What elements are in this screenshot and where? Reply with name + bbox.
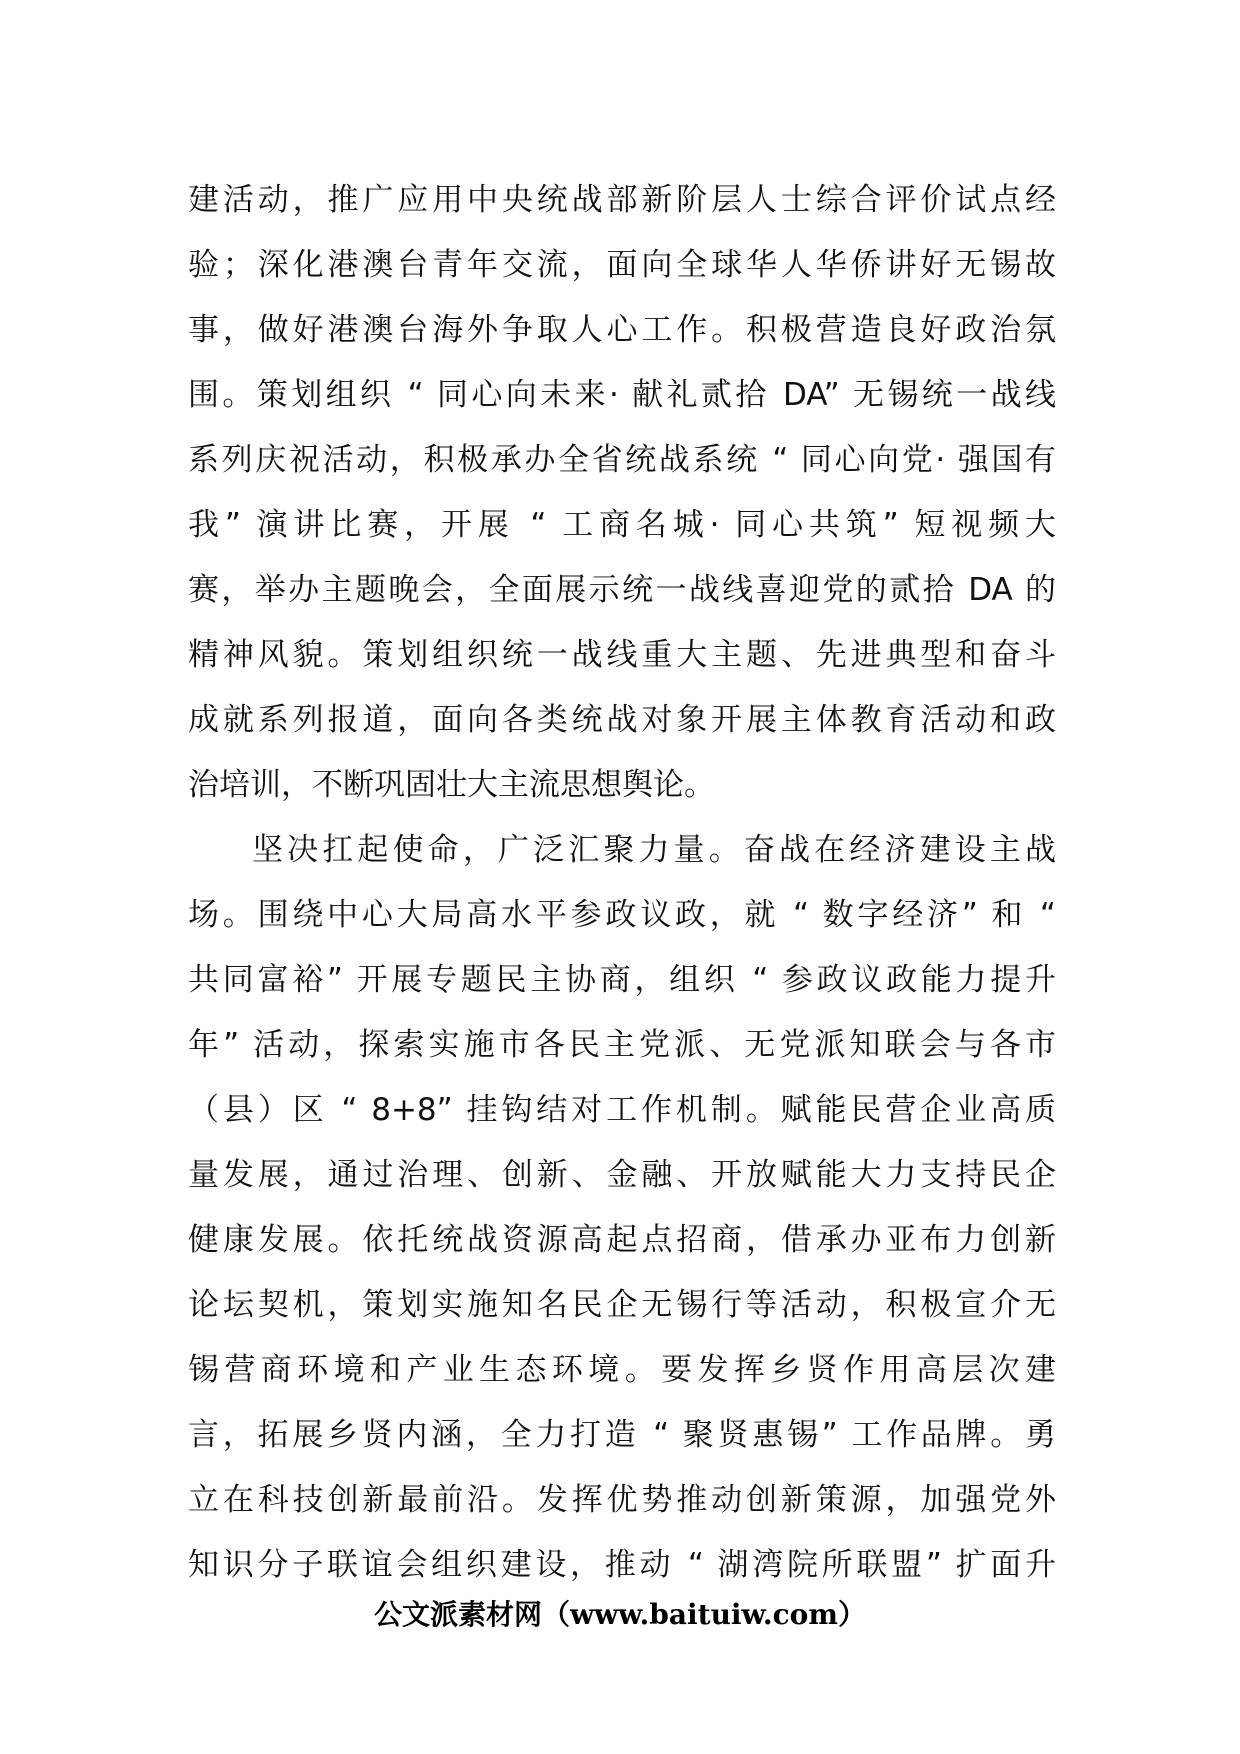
text-line: 立在科技创新最前沿。发挥优势推动创新策源，加强党外 bbox=[188, 1482, 1056, 1518]
text-line: 健康发展。依托统战资源高起点招商，借承办亚布力创新 bbox=[188, 1222, 1056, 1258]
text-line: 成就系列报道，面向各类统战对象开展主体教育活动和政 bbox=[188, 702, 1056, 738]
text-line: 我” 演讲比赛，开展 “ 工商名城· 同心共筑” 短视频大 bbox=[188, 507, 1056, 543]
page-footer-watermark: 公文派素材网（www.baituiw.com） bbox=[374, 1598, 866, 1631]
text-line: 年” 活动，探索实施市各民主党派、无党派知联会与各市 bbox=[188, 1027, 1056, 1063]
text-line: 验；深化港澳台青年交流，面向全球华人华侨讲好无锡故 bbox=[188, 247, 1056, 283]
text-line: 言，拓展乡贤内涵，全力打造 “ 聚贤惠锡” 工作品牌。勇 bbox=[188, 1417, 1056, 1453]
text-line: 知识分子联谊会组织建设，推动 “ 湖湾院所联盟” 扩面升 bbox=[188, 1547, 1056, 1583]
text-line: 赛，举办主题晚会，全面展示统一战线喜迎党的贰拾 DA 的 bbox=[188, 572, 1056, 608]
document-body bbox=[188, 168, 1056, 1598]
text-line: 共同富裕” 开展专题民主协商，组织 “ 参政议政能力提升 bbox=[188, 962, 1056, 998]
text-line: 治培训，不断巩固壮大主流思想舆论。 bbox=[188, 767, 715, 803]
text-line: 锡营商环境和产业生态环境。要发挥乡贤作用高层次建 bbox=[188, 1352, 1056, 1388]
text-line: 围。策划组织 “ 同心向未来· 献礼贰拾 DA” 无锡统一战线 bbox=[188, 377, 1056, 413]
text-line: 事，做好港澳台海外争取人心工作。积极营造良好政治氛 bbox=[188, 312, 1056, 348]
text-line: 论坛契机，策划实施知名民企无锡行等活动，积极宣介无 bbox=[188, 1287, 1056, 1323]
text-line: 建活动，推广应用中央统战部新阶层人士综合评价试点经 bbox=[188, 182, 1056, 218]
text-line: （县）区 “ 8+8” 挂钩结对工作机制。赋能民营企业高质 bbox=[188, 1092, 1056, 1128]
text-line: 坚决扛起使命，广泛汇聚力量。奋战在经济建设主战 bbox=[252, 832, 1056, 868]
text-line: 量发展，通过治理、创新、金融、开放赋能大力支持民企 bbox=[188, 1157, 1056, 1193]
text-line: 系列庆祝活动，积极承办全省统战系统 “ 同心向党· 强国有 bbox=[188, 442, 1056, 478]
text-line: 场。围绕中心大局高水平参政议政，就 “ 数字经济” 和 “ bbox=[188, 897, 1056, 933]
text-line: 精神风貌。策划组织统一战线重大主题、先进典型和奋斗 bbox=[188, 637, 1056, 673]
